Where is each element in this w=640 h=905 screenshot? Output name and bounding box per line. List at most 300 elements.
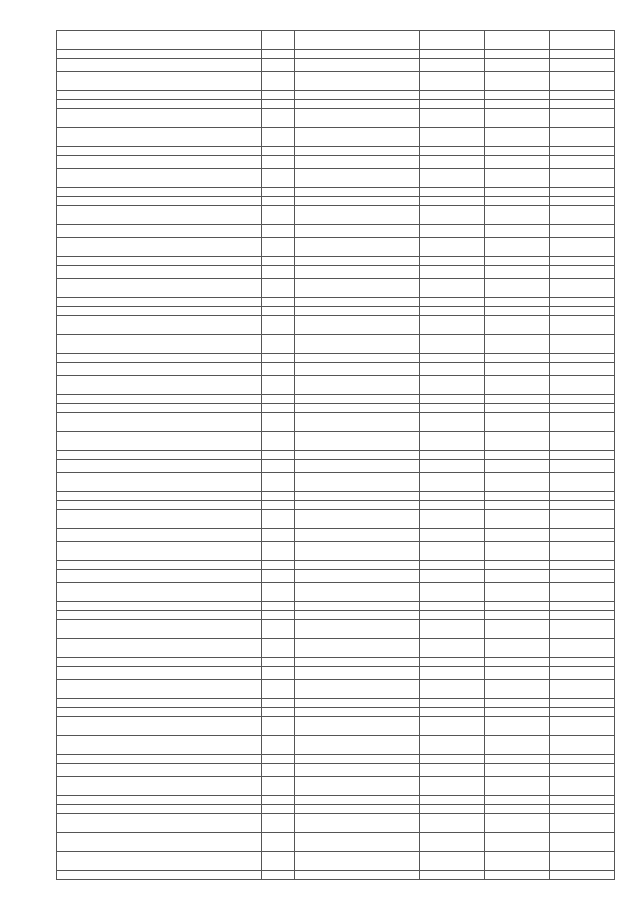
budget-table [56, 30, 615, 880]
row-name [57, 658, 262, 667]
table-row [57, 460, 615, 473]
table-row [57, 279, 615, 298]
table-row [57, 667, 615, 680]
row-name [57, 667, 262, 680]
row-kbk [295, 639, 420, 658]
table-row [57, 699, 615, 708]
row-amount-3 [550, 238, 615, 257]
row-amount-3 [550, 542, 615, 561]
row-amount-2 [485, 432, 550, 451]
row-name [57, 109, 262, 128]
row-code [262, 279, 295, 298]
row-name [57, 736, 262, 755]
row-amount-3 [550, 602, 615, 611]
row-code [262, 335, 295, 354]
table-row [57, 602, 615, 611]
row-name [57, 501, 262, 510]
row-code [262, 492, 295, 501]
row-amount-1 [420, 413, 485, 432]
row-amount-3 [550, 611, 615, 620]
row-code [262, 404, 295, 413]
row-name [57, 796, 262, 805]
table-row [57, 529, 615, 542]
row-amount-3 [550, 764, 615, 777]
row-name [57, 717, 262, 736]
table-row [57, 658, 615, 667]
row-amount-2 [485, 395, 550, 404]
row-name [57, 238, 262, 257]
row-kbk [295, 100, 420, 109]
row-code [262, 72, 295, 91]
row-amount-1 [420, 492, 485, 501]
row-amount-2 [485, 109, 550, 128]
table-row [57, 225, 615, 238]
row-code [262, 451, 295, 460]
row-amount-2 [485, 570, 550, 583]
row-code [262, 31, 295, 50]
row-name [57, 225, 262, 238]
table-row [57, 266, 615, 279]
row-code [262, 639, 295, 658]
row-amount-2 [485, 460, 550, 473]
row-amount-1 [420, 805, 485, 814]
table-row [57, 639, 615, 658]
row-amount-2 [485, 404, 550, 413]
row-amount-3 [550, 736, 615, 755]
row-kbk [295, 363, 420, 376]
row-amount-1 [420, 473, 485, 492]
row-amount-3 [550, 395, 615, 404]
row-amount-1 [420, 583, 485, 602]
row-amount-3 [550, 796, 615, 805]
row-amount-1 [420, 460, 485, 473]
row-amount-3 [550, 561, 615, 570]
row-amount-1 [420, 529, 485, 542]
row-kbk [295, 59, 420, 72]
row-name [57, 510, 262, 529]
row-amount-3 [550, 31, 615, 50]
table-row [57, 755, 615, 764]
row-amount-3 [550, 871, 615, 880]
row-amount-1 [420, 501, 485, 510]
row-amount-1 [420, 542, 485, 561]
row-amount-2 [485, 298, 550, 307]
row-name [57, 335, 262, 354]
row-code [262, 109, 295, 128]
row-kbk [295, 602, 420, 611]
row-amount-3 [550, 206, 615, 225]
row-name [57, 805, 262, 814]
row-code [262, 316, 295, 335]
row-code [262, 658, 295, 667]
table-row [57, 316, 615, 335]
row-kbk [295, 658, 420, 667]
row-amount-1 [420, 354, 485, 363]
row-name [57, 147, 262, 156]
row-amount-3 [550, 147, 615, 156]
row-code [262, 363, 295, 376]
row-kbk [295, 72, 420, 91]
row-amount-1 [420, 602, 485, 611]
row-amount-2 [485, 147, 550, 156]
row-amount-2 [485, 206, 550, 225]
row-kbk [295, 736, 420, 755]
row-code [262, 376, 295, 395]
row-kbk [295, 510, 420, 529]
table-row [57, 307, 615, 316]
row-name [57, 307, 262, 316]
row-kbk [295, 31, 420, 50]
row-code [262, 50, 295, 59]
row-code [262, 225, 295, 238]
row-amount-3 [550, 492, 615, 501]
row-code [262, 680, 295, 699]
row-amount-2 [485, 316, 550, 335]
row-amount-1 [420, 699, 485, 708]
row-name [57, 639, 262, 658]
row-amount-3 [550, 316, 615, 335]
row-kbk [295, 156, 420, 169]
row-name [57, 298, 262, 307]
row-amount-2 [485, 777, 550, 796]
table-row [57, 197, 615, 206]
row-name [57, 72, 262, 91]
table-row [57, 501, 615, 510]
table-row [57, 206, 615, 225]
row-amount-1 [420, 451, 485, 460]
row-amount-2 [485, 796, 550, 805]
row-name [57, 473, 262, 492]
row-amount-2 [485, 197, 550, 206]
row-kbk [295, 432, 420, 451]
row-kbk [295, 755, 420, 764]
row-amount-3 [550, 510, 615, 529]
row-amount-3 [550, 307, 615, 316]
row-code [262, 307, 295, 316]
row-kbk [295, 796, 420, 805]
table-row [57, 796, 615, 805]
row-code [262, 561, 295, 570]
row-code [262, 91, 295, 100]
row-amount-1 [420, 871, 485, 880]
row-kbk [295, 570, 420, 583]
row-amount-1 [420, 432, 485, 451]
row-amount-1 [420, 658, 485, 667]
row-name [57, 777, 262, 796]
table-row [57, 611, 615, 620]
row-amount-1 [420, 620, 485, 639]
row-name [57, 197, 262, 206]
row-name [57, 266, 262, 279]
row-name [57, 680, 262, 699]
row-kbk [295, 307, 420, 316]
row-amount-2 [485, 814, 550, 833]
row-amount-3 [550, 833, 615, 852]
row-amount-1 [420, 197, 485, 206]
row-amount-2 [485, 871, 550, 880]
row-amount-1 [420, 128, 485, 147]
row-amount-2 [485, 602, 550, 611]
row-amount-1 [420, 395, 485, 404]
row-amount-1 [420, 510, 485, 529]
row-amount-2 [485, 667, 550, 680]
row-amount-2 [485, 354, 550, 363]
row-amount-3 [550, 583, 615, 602]
row-code [262, 699, 295, 708]
table-row [57, 833, 615, 852]
table-row [57, 620, 615, 639]
row-amount-2 [485, 225, 550, 238]
row-amount-1 [420, 363, 485, 376]
row-code [262, 147, 295, 156]
row-amount-1 [420, 206, 485, 225]
row-amount-1 [420, 169, 485, 188]
table-row [57, 109, 615, 128]
row-amount-3 [550, 128, 615, 147]
row-code [262, 805, 295, 814]
table-row [57, 492, 615, 501]
table-row [57, 100, 615, 109]
row-kbk [295, 147, 420, 156]
row-code [262, 59, 295, 72]
row-amount-3 [550, 717, 615, 736]
row-amount-1 [420, 147, 485, 156]
row-amount-3 [550, 156, 615, 169]
row-amount-3 [550, 852, 615, 871]
row-amount-2 [485, 451, 550, 460]
row-amount-3 [550, 225, 615, 238]
row-amount-2 [485, 473, 550, 492]
row-amount-2 [485, 376, 550, 395]
row-amount-2 [485, 307, 550, 316]
row-amount-3 [550, 805, 615, 814]
row-amount-1 [420, 257, 485, 266]
row-amount-3 [550, 354, 615, 363]
row-kbk [295, 128, 420, 147]
row-name [57, 413, 262, 432]
row-code [262, 852, 295, 871]
row-code [262, 717, 295, 736]
row-kbk [295, 238, 420, 257]
row-kbk [295, 404, 420, 413]
row-amount-1 [420, 266, 485, 279]
row-name [57, 128, 262, 147]
table-row [57, 542, 615, 561]
row-amount-2 [485, 188, 550, 197]
row-code [262, 354, 295, 363]
row-code [262, 796, 295, 805]
row-code [262, 501, 295, 510]
row-name [57, 395, 262, 404]
row-code [262, 257, 295, 266]
row-amount-1 [420, 225, 485, 238]
table-row [57, 680, 615, 699]
row-amount-2 [485, 31, 550, 50]
row-amount-3 [550, 266, 615, 279]
row-kbk [295, 451, 420, 460]
row-code [262, 708, 295, 717]
row-amount-2 [485, 755, 550, 764]
row-amount-3 [550, 335, 615, 354]
table-row [57, 50, 615, 59]
row-amount-2 [485, 156, 550, 169]
row-kbk [295, 814, 420, 833]
row-amount-3 [550, 460, 615, 473]
row-kbk [295, 188, 420, 197]
table-row [57, 777, 615, 796]
row-amount-2 [485, 708, 550, 717]
row-amount-1 [420, 764, 485, 777]
table-row [57, 561, 615, 570]
row-code [262, 238, 295, 257]
row-amount-1 [420, 667, 485, 680]
table-row [57, 708, 615, 717]
row-amount-1 [420, 796, 485, 805]
row-kbk [295, 561, 420, 570]
row-kbk [295, 354, 420, 363]
row-amount-1 [420, 777, 485, 796]
row-kbk [295, 717, 420, 736]
row-kbk [295, 225, 420, 238]
row-amount-1 [420, 109, 485, 128]
row-kbk [295, 395, 420, 404]
row-amount-3 [550, 667, 615, 680]
row-code [262, 764, 295, 777]
row-amount-2 [485, 583, 550, 602]
row-amount-1 [420, 100, 485, 109]
row-amount-2 [485, 658, 550, 667]
row-amount-3 [550, 59, 615, 72]
row-amount-2 [485, 620, 550, 639]
row-kbk [295, 91, 420, 100]
table-row [57, 413, 615, 432]
row-amount-1 [420, 91, 485, 100]
row-amount-3 [550, 298, 615, 307]
row-amount-3 [550, 169, 615, 188]
row-name [57, 451, 262, 460]
row-kbk [295, 492, 420, 501]
row-amount-1 [420, 335, 485, 354]
row-amount-2 [485, 699, 550, 708]
row-amount-3 [550, 699, 615, 708]
row-amount-1 [420, 404, 485, 413]
row-amount-1 [420, 156, 485, 169]
table-row [57, 871, 615, 880]
row-amount-1 [420, 570, 485, 583]
row-amount-1 [420, 316, 485, 335]
row-amount-1 [420, 31, 485, 50]
row-amount-3 [550, 363, 615, 376]
table-row [57, 156, 615, 169]
row-amount-1 [420, 755, 485, 764]
row-name [57, 764, 262, 777]
row-amount-3 [550, 451, 615, 460]
row-code [262, 510, 295, 529]
row-kbk [295, 50, 420, 59]
table-row [57, 805, 615, 814]
row-kbk [295, 852, 420, 871]
row-amount-2 [485, 363, 550, 376]
row-amount-2 [485, 238, 550, 257]
row-amount-3 [550, 50, 615, 59]
row-code [262, 570, 295, 583]
row-amount-2 [485, 833, 550, 852]
row-code [262, 777, 295, 796]
row-kbk [295, 413, 420, 432]
row-name [57, 460, 262, 473]
row-kbk [295, 376, 420, 395]
table-row [57, 298, 615, 307]
row-kbk [295, 833, 420, 852]
row-amount-1 [420, 59, 485, 72]
row-name [57, 561, 262, 570]
row-amount-3 [550, 501, 615, 510]
row-code [262, 156, 295, 169]
row-amount-3 [550, 680, 615, 699]
row-name [57, 156, 262, 169]
row-code [262, 206, 295, 225]
table-row [57, 764, 615, 777]
row-amount-3 [550, 620, 615, 639]
row-amount-2 [485, 279, 550, 298]
table-row [57, 570, 615, 583]
row-code [262, 473, 295, 492]
row-amount-2 [485, 852, 550, 871]
row-kbk [295, 542, 420, 561]
row-name [57, 570, 262, 583]
row-amount-1 [420, 833, 485, 852]
row-amount-3 [550, 658, 615, 667]
row-kbk [295, 298, 420, 307]
row-kbk [295, 611, 420, 620]
row-name [57, 602, 262, 611]
row-name [57, 529, 262, 542]
row-amount-1 [420, 307, 485, 316]
row-amount-2 [485, 717, 550, 736]
row-name [57, 871, 262, 880]
row-amount-3 [550, 814, 615, 833]
table-row [57, 510, 615, 529]
row-amount-2 [485, 736, 550, 755]
row-name [57, 100, 262, 109]
row-amount-3 [550, 570, 615, 583]
row-amount-3 [550, 376, 615, 395]
row-amount-1 [420, 708, 485, 717]
table-row [57, 404, 615, 413]
row-amount-3 [550, 473, 615, 492]
row-code [262, 755, 295, 764]
row-amount-1 [420, 639, 485, 658]
row-amount-3 [550, 708, 615, 717]
row-amount-3 [550, 777, 615, 796]
row-kbk [295, 279, 420, 298]
table-row [57, 717, 615, 736]
row-kbk [295, 583, 420, 602]
row-name [57, 852, 262, 871]
row-code [262, 871, 295, 880]
row-code [262, 542, 295, 561]
row-amount-3 [550, 279, 615, 298]
row-amount-1 [420, 736, 485, 755]
table-row [57, 395, 615, 404]
table-row [57, 128, 615, 147]
row-name [57, 169, 262, 188]
row-amount-1 [420, 852, 485, 871]
table-row [57, 169, 615, 188]
row-name [57, 188, 262, 197]
table-row [57, 91, 615, 100]
row-amount-3 [550, 755, 615, 764]
